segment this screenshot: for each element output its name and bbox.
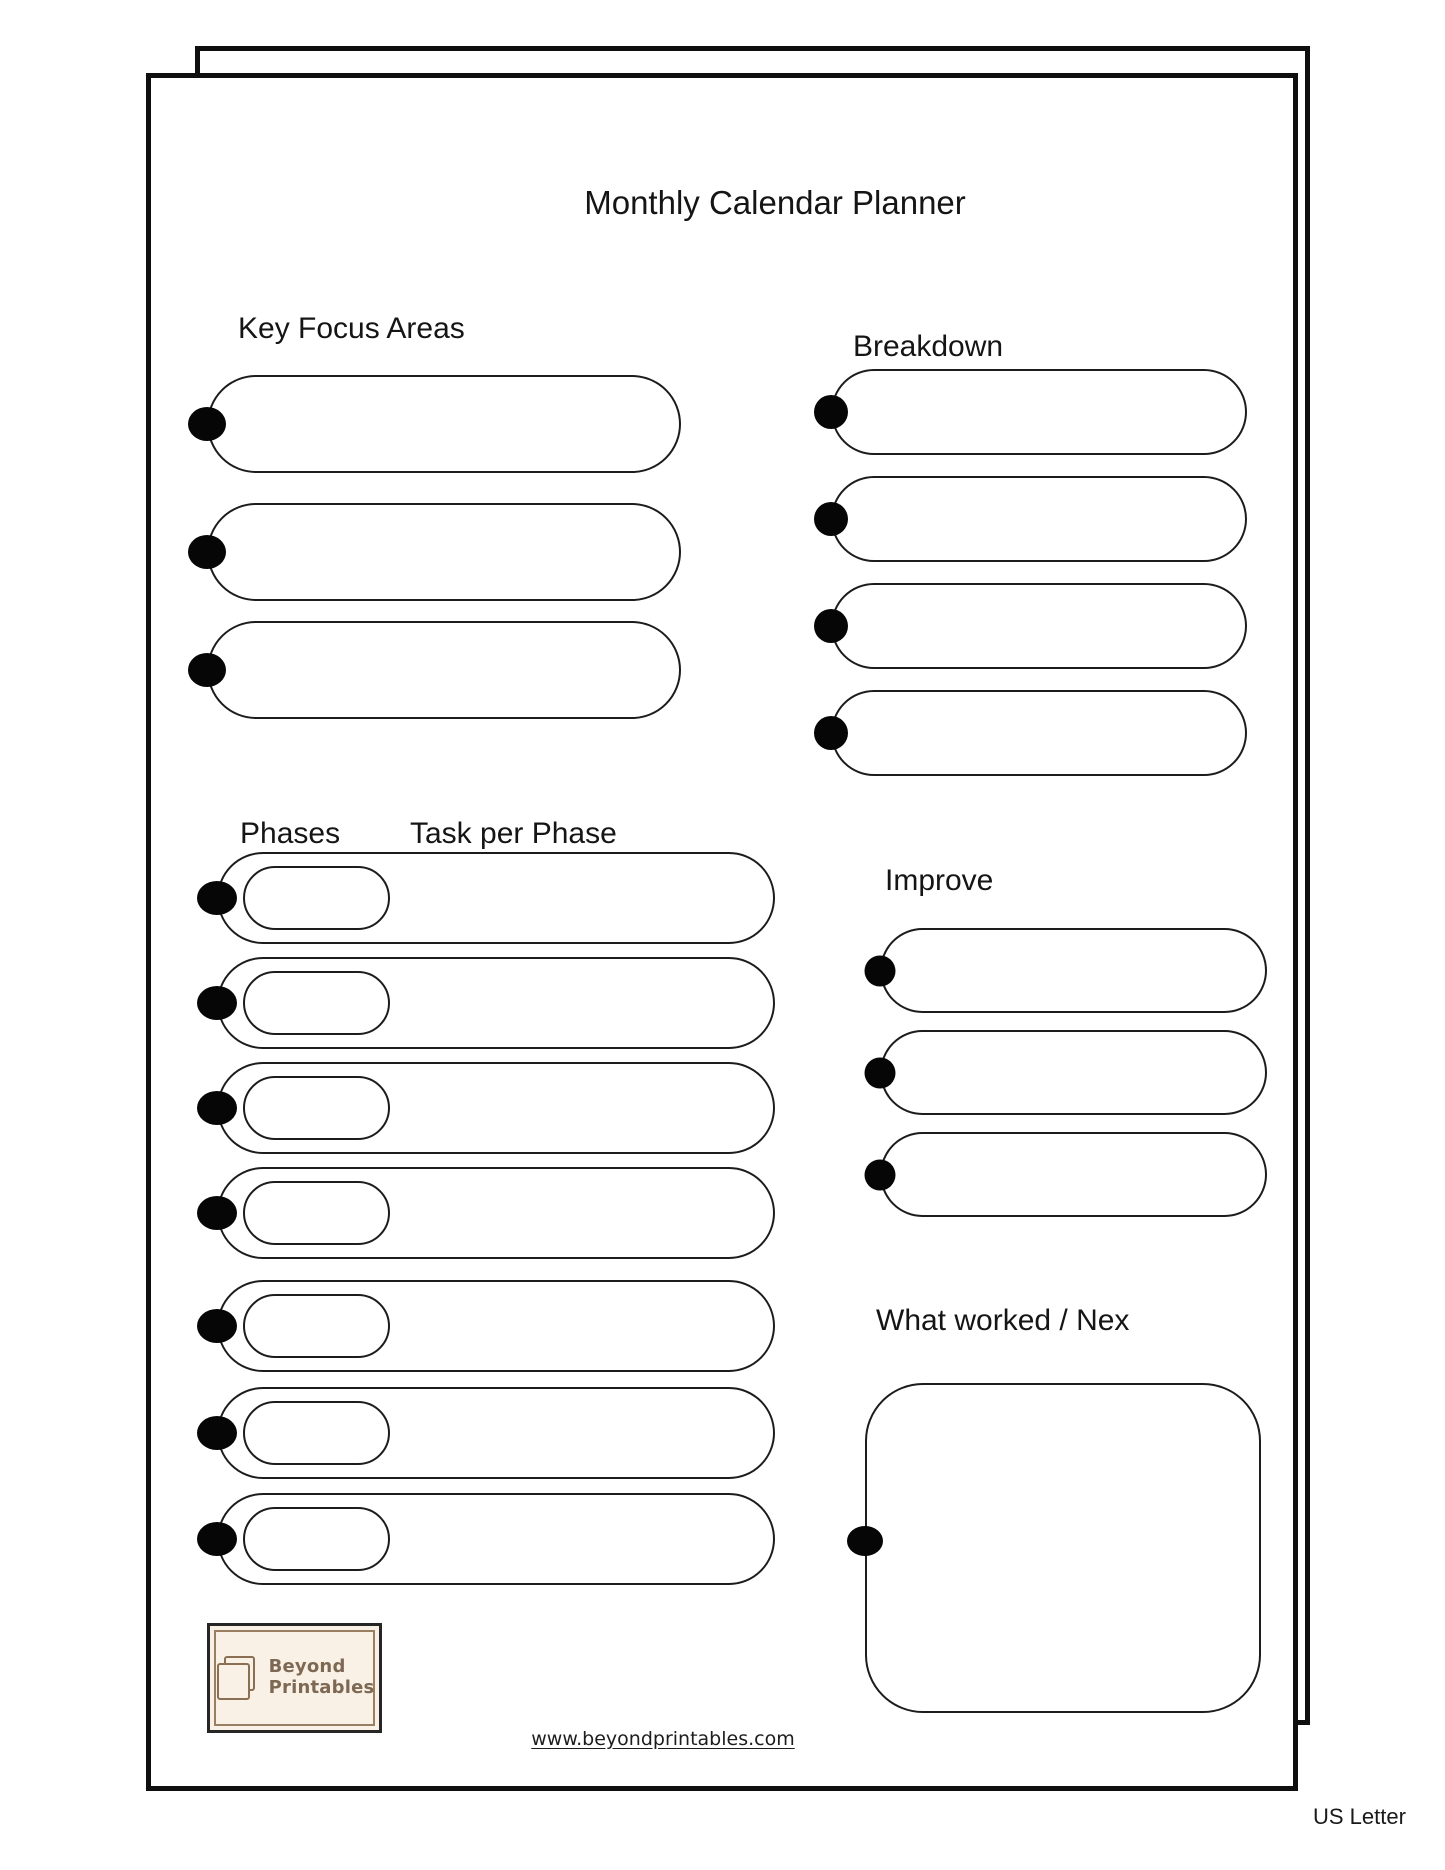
what-worked-bullet-dot	[847, 1526, 883, 1556]
improve-field-bullet-dot	[865, 1159, 896, 1190]
beyond-printables-logo	[207, 1623, 382, 1733]
improve-field-bullet-dot	[865, 955, 896, 986]
page-title: Monthly Calendar Planner	[584, 184, 966, 221]
phase-row-inner-pill	[243, 1076, 390, 1140]
phase-row-inner-pill	[243, 1507, 390, 1571]
page-front-sheet-icon	[217, 1663, 250, 1700]
phase-row-bullet-dot	[197, 986, 237, 1020]
what-worked-next-heading: What worked / Nex	[876, 1304, 1130, 1337]
what-worked-next-box	[865, 1383, 1261, 1713]
phase-row-bullet-dot	[197, 881, 237, 915]
breakdown-field-bullet-dot	[814, 716, 848, 750]
breakdown-field-bullet-dot	[814, 395, 848, 429]
improve-field-pill	[880, 928, 1267, 1013]
logo-line-2: Printables	[268, 1677, 375, 1698]
key-focus-field-pill	[207, 503, 681, 601]
phase-row-inner-pill	[243, 1401, 390, 1465]
breakdown-field-pill	[831, 690, 1247, 776]
key-focus-field-pill	[207, 621, 681, 719]
breakdown-field-pill	[831, 369, 1247, 455]
key-focus-field-pill	[207, 375, 681, 473]
breakdown-field-bullet-dot	[814, 609, 848, 643]
paper-size-label: US Letter	[1313, 1804, 1406, 1829]
phase-row-inner-pill	[243, 1294, 390, 1358]
key-focus-field-bullet-dot	[188, 407, 226, 441]
breakdown-field-bullet-dot	[814, 502, 848, 536]
task-per-phase-heading: Task per Phase	[410, 817, 617, 850]
improve-field-bullet-dot	[865, 1057, 896, 1088]
key-focus-field-bullet-dot	[188, 535, 226, 569]
front-page	[146, 73, 1298, 1791]
phase-row-bullet-dot	[197, 1416, 237, 1450]
logo-wordmark	[269, 1657, 375, 1698]
improve-field-pill	[880, 1132, 1267, 1217]
phase-row-bullet-dot	[197, 1091, 237, 1125]
improve-heading: Improve	[885, 864, 994, 897]
breakdown-field-pill	[831, 583, 1247, 669]
phase-row-bullet-dot	[197, 1309, 237, 1343]
phases-heading: Phases	[240, 817, 341, 850]
pages-icon	[215, 1655, 259, 1701]
breakdown-field-pill	[831, 476, 1247, 562]
key-focus-areas-heading: Key Focus Areas	[238, 312, 465, 345]
phase-row-inner-pill	[243, 971, 390, 1035]
phase-row-inner-pill	[243, 866, 390, 930]
logo-inner-frame	[214, 1630, 375, 1726]
phase-row-bullet-dot	[197, 1196, 237, 1230]
breakdown-heading: Breakdown	[853, 330, 1004, 363]
logo-line-1: Beyond	[268, 1656, 346, 1678]
improve-field-pill	[880, 1030, 1267, 1115]
phase-row-inner-pill	[243, 1181, 390, 1245]
phase-row-bullet-dot	[197, 1522, 237, 1556]
key-focus-field-bullet-dot	[188, 653, 226, 687]
footer-url-link[interactable]: www.beyondprintables.com	[531, 1728, 795, 1750]
